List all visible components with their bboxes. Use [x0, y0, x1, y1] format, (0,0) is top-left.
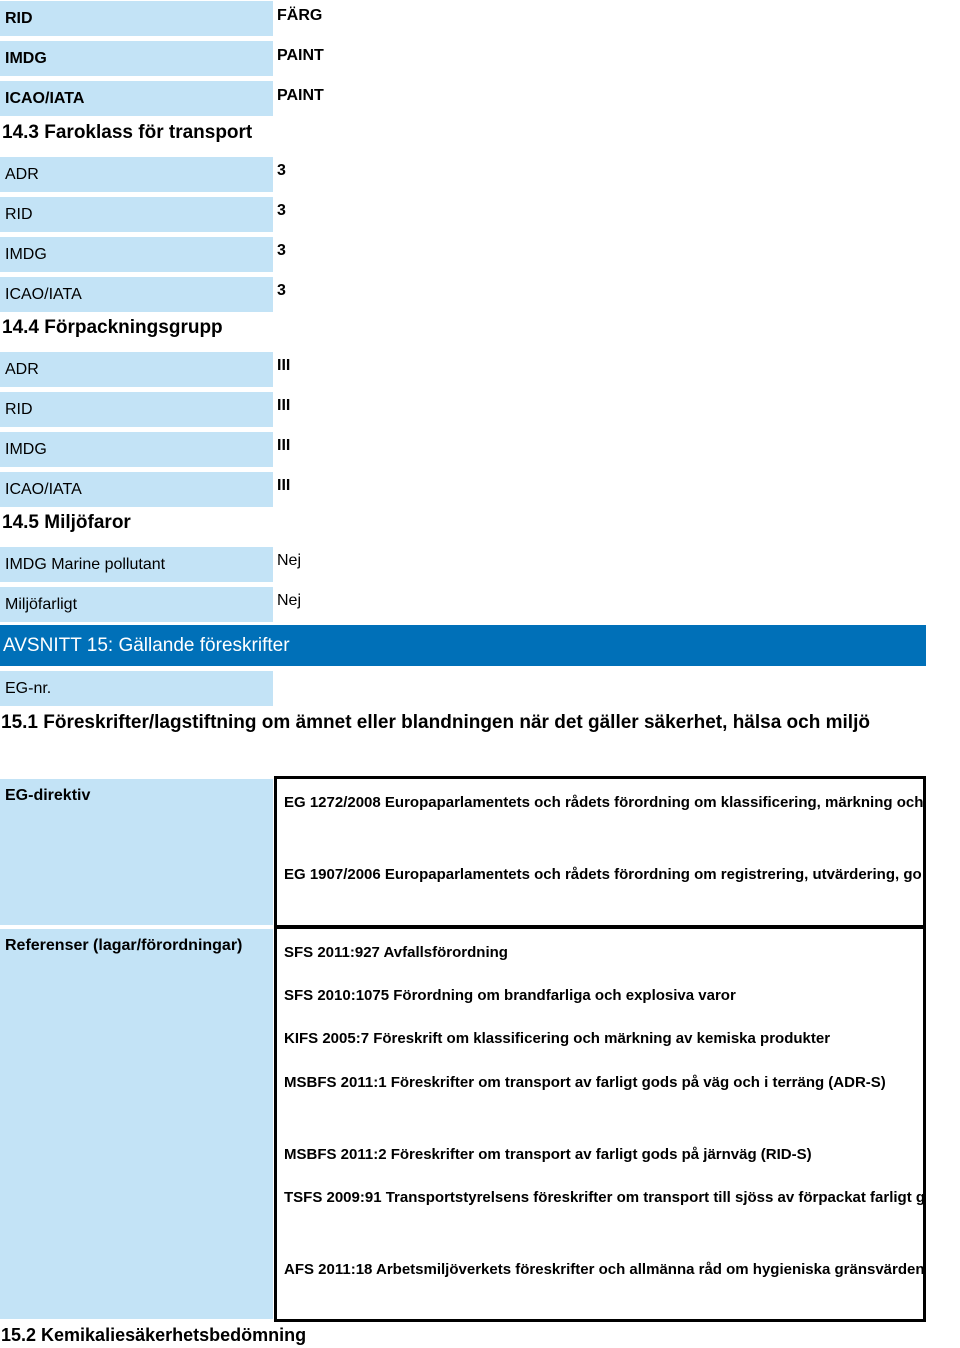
section-15-2-title: 15.2 Kemikaliesäkerhetsbedömning	[1, 1325, 307, 1345]
section-14-5-title: 14.5 Miljöfaror	[2, 512, 131, 533]
forpackning-value-rid: III	[277, 397, 291, 414]
eg-direktiv-item: EG 1272/2008 Europaparlamentets och rådets förordning om klassificering, märkning och	[284, 794, 924, 811]
referens-item: MSBFS 2011:1 Föreskrifter om transport av farligt gods på väg och i terräng (ADR-S)	[284, 1074, 886, 1091]
forpackning-value-imdg: III	[277, 437, 291, 454]
miljofaror-label-marine-pollutant: IMDG Marine pollutant	[0, 547, 273, 582]
faroklass-label-rid: RID	[0, 197, 273, 232]
miljofaror-value-marine-pollutant: Nej	[277, 552, 302, 569]
referenser-label: Referenser (lagar/förordningar)	[0, 929, 273, 1319]
miljofaror-label-miljofarligt: Miljöfarligt	[0, 587, 273, 622]
faroklass-value-imdg: 3	[277, 242, 286, 259]
section-14-3-title: 14.3 Faroklass för transport	[2, 122, 253, 143]
faroklass-label-adr: ADR	[0, 157, 273, 192]
faroklass-label-imdg: IMDG	[0, 237, 273, 272]
forpackning-value-adr: III	[277, 357, 291, 374]
referens-item: AFS 2011:18 Arbetsmiljöverkets föreskrifter och allmänna råd om hygieniska gränsvärden	[284, 1261, 925, 1278]
row-value-imdg: PAINT	[277, 47, 324, 64]
faroklass-label-icao-iata: ICAO/IATA	[0, 277, 273, 312]
eg-nr-label: EG-nr.	[0, 671, 273, 706]
forpackning-label-adr: ADR	[0, 352, 273, 387]
miljofaror-value-miljofarligt: Nej	[277, 592, 302, 609]
section-15-banner: AVSNITT 15: Gällande föreskrifter	[0, 625, 926, 666]
faroklass-value-rid: 3	[277, 202, 286, 219]
eg-direktiv-label: EG-direktiv	[0, 779, 273, 925]
referens-item: SFS 2010:1075 Förordning om brandfarliga och explosiva varor	[284, 987, 736, 1004]
row-label-icao-iata: ICAO/IATA	[0, 81, 273, 116]
forpackning-label-imdg: IMDG	[0, 432, 273, 467]
eg-direktiv-item: EG 1907/2006 Europaparlamentets och rådets förordning om registrering, utvärdering, go	[284, 866, 922, 883]
forpackning-label-rid: RID	[0, 392, 273, 427]
referens-item: MSBFS 2011:2 Föreskrifter om transport av farligt gods på järnväg (RID-S)	[284, 1146, 812, 1163]
referens-item: KIFS 2005:7 Föreskrift om klassificering och märkning av kemiska produkter	[284, 1030, 831, 1047]
faroklass-value-adr: 3	[277, 162, 286, 179]
section-15-1-title: 15.1 Föreskrifter/lagstiftning om ämnet eller blandningen när det gäller säkerhet, hälsa och miljö	[1, 712, 870, 733]
forpackning-label-icao-iata: ICAO/IATA	[0, 472, 273, 507]
row-value-rid: FÄRG	[277, 7, 323, 24]
row-label-imdg: IMDG	[0, 41, 273, 76]
row-value-icao-iata: PAINT	[277, 87, 324, 104]
referens-item: SFS 2011:927 Avfallsförordning	[284, 944, 508, 961]
forpackning-value-icao-iata: III	[277, 477, 291, 494]
section-14-4-title: 14.4 Förpackningsgrupp	[2, 317, 223, 338]
referens-item: TSFS 2009:91 Transportstyrelsens föreskrifter om transport till sjöss av förpackat farligt g	[284, 1189, 926, 1206]
faroklass-value-icao-iata: 3	[277, 282, 286, 299]
row-label-rid: RID	[0, 1, 273, 36]
